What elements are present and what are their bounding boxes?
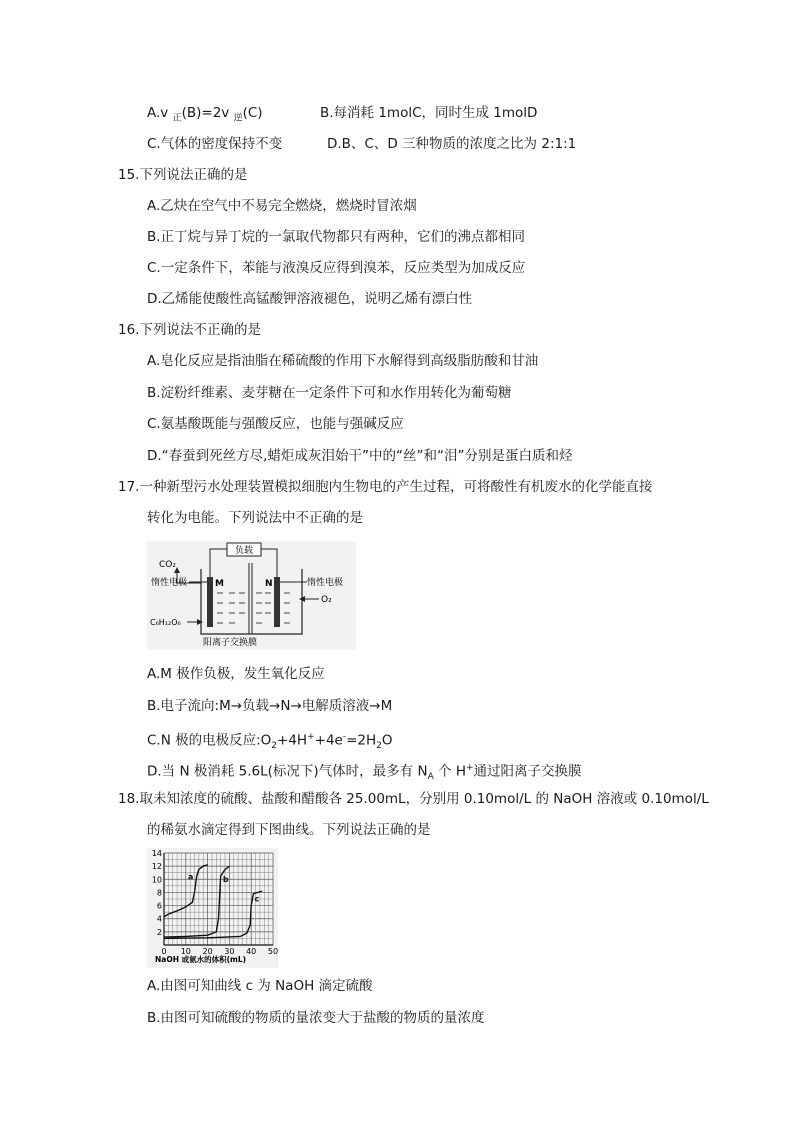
q15-option-a: A.乙炔在空气中不易完全燃烧，燃烧时冒浓烟 bbox=[147, 198, 417, 214]
chart-series bbox=[164, 865, 262, 939]
q16-stem: 16.下列说法不正确的是 bbox=[118, 322, 261, 338]
q15-option-b: B.正丁烷与异丁烷的一氯取代物都只有两种，它们的沸点都相同 bbox=[147, 229, 526, 245]
fuel-cell-svg bbox=[147, 541, 356, 650]
q16-option-b: B.淀粉纤维素、麦芽糖在一定条件下可和水作用转化为葡萄糖 bbox=[147, 385, 512, 401]
load-label: 负载 bbox=[234, 546, 254, 556]
q16-option-a: A.皂化反应是指油脂在稀硫酸的作用下水解得到高级脂肪酸和甘油 bbox=[147, 353, 539, 369]
series-line-c bbox=[164, 891, 262, 938]
label-co2: CO₂ bbox=[159, 560, 176, 570]
q17-stem-line2: 转化为电能。下列说法中不正确的是 bbox=[147, 510, 363, 526]
titration-chart bbox=[147, 848, 278, 968]
y-tick-label: 10 bbox=[151, 875, 162, 885]
wire-left bbox=[210, 549, 227, 577]
q18-stem-line1: 18.取未知浓度的硫酸、盐酸和醋酸各 25.00mL，分别用 0.10mol/L 的 NaOH 溶液或 0.10mol/L bbox=[118, 791, 709, 807]
x-tick-label: 30 bbox=[224, 947, 235, 956]
q17-option-d: D.当 N 极消耗 5.6L(标况下)气体时，最多有 $N_A$ 个 H+通过阳离子交换膜 bbox=[147, 763, 582, 783]
q15-option-d: D.乙烯能使酸性高锰酸钾溶液褪色，说明乙烯有漂白性 bbox=[147, 291, 473, 307]
y-tick-label: 4 bbox=[156, 914, 162, 924]
y-tick-label: 6 bbox=[156, 901, 162, 911]
q18-stem-line2: 的稀氨水滴定得到下图曲线。下列说法正确的是 bbox=[147, 822, 431, 838]
label-n: N bbox=[265, 579, 273, 589]
q16-option-d: D.“春蚕到死丝方尽,蜡炬成灰泪始干”中的“丝”和“泪”分别是蛋白质和烃 bbox=[147, 448, 573, 464]
glucose-arrow bbox=[197, 619, 203, 625]
x-tick-label: 0 bbox=[161, 947, 167, 956]
q17-option-a: A.M 极作负极，发生氧化反应 bbox=[147, 666, 325, 682]
label-membrane: 阳离子交换膜 bbox=[203, 638, 258, 648]
q15-option-c: C.一定条件下，苯能与液溴反应得到溴苯，反应类型为加成反应 bbox=[147, 260, 526, 276]
q17-option-b: B.电子流向:M→负载→N→电解质溶液→M bbox=[147, 698, 393, 714]
series-label-a: a bbox=[187, 872, 194, 882]
q15-stem: 15.下列说法正确的是 bbox=[118, 167, 248, 183]
x-axis-label: NaOH 或氨水的体积(mL) bbox=[155, 955, 247, 964]
x-tick-label: 10 bbox=[180, 947, 191, 956]
q17-option-c: C.N 极的电极反应$:O_2+4H^++4e^-=2H_2O$ bbox=[147, 732, 393, 752]
label-o2: O₂ bbox=[321, 595, 332, 605]
x-tick-label: 20 bbox=[202, 947, 213, 956]
q17-stem-line1: 17.一种新型污水处理装置模拟细胞内生物电的产生过程，可将酸性有机废水的化学能直接 bbox=[118, 479, 653, 495]
q18-option-a: A.由图可知曲线 c 为 NaOH 滴定硫酸 bbox=[147, 978, 373, 994]
series-label-b: b bbox=[222, 874, 229, 884]
y-tick-label: 8 bbox=[156, 888, 162, 898]
electrode-n bbox=[274, 577, 280, 627]
y-tick-label: 12 bbox=[151, 862, 162, 872]
series-label-c: c bbox=[254, 894, 260, 904]
label-m: M bbox=[215, 579, 224, 589]
q14-option-b: B.每消耗 1molC，同时生成 1molD bbox=[320, 105, 538, 121]
q18-option-b: B.由图可知硫酸的物质的量浓变大于盐酸的物质的量浓度 bbox=[147, 1010, 485, 1026]
label-left-electrode: 惰性电极 bbox=[151, 578, 188, 588]
y-tick-label: 2 bbox=[156, 927, 162, 937]
x-tick-label: 50 bbox=[267, 947, 278, 956]
label-right-electrode: 惰性电极 bbox=[307, 578, 344, 588]
x-tick-label: 40 bbox=[246, 947, 257, 956]
fuel-cell-diagram bbox=[147, 541, 356, 650]
q14-option-c: C.气体的密度保持不变 bbox=[147, 136, 283, 152]
q16-option-c: C.氨基酸既能与强酸反应，也能与强碱反应 bbox=[147, 416, 404, 432]
q14-option-d: D.B、C、D 三种物质的浓度之比为 2:1:1 bbox=[327, 136, 577, 152]
titration-chart-svg bbox=[147, 848, 278, 968]
label-glucose: C₆H₁₂O₆ bbox=[150, 618, 181, 627]
y-tick-label: 14 bbox=[151, 849, 162, 858]
electrode-m bbox=[207, 577, 213, 627]
wire-right bbox=[261, 549, 277, 577]
q14-option-a: A.v $_正$(B)=2v $_逆$(C) bbox=[147, 105, 263, 124]
